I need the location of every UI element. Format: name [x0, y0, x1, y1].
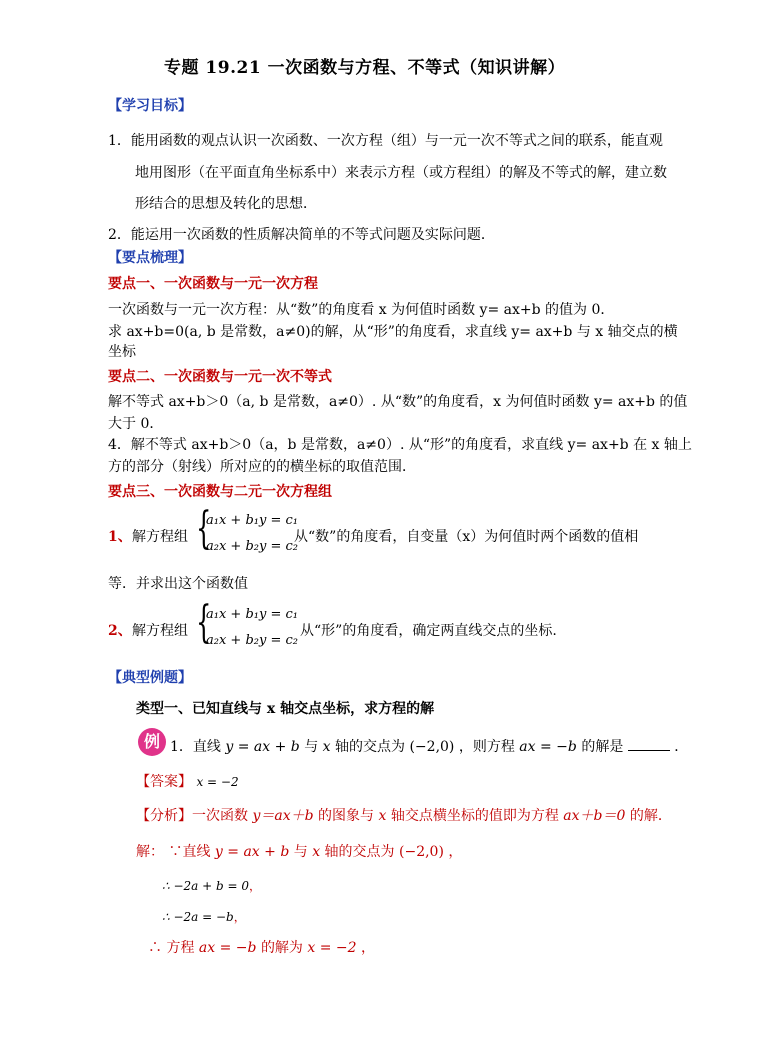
step-1-expr: ∴ −2a + b = 0: [162, 879, 249, 893]
step-3: [148, 938, 375, 958]
type-1-heading: 类型一、已知直线与 x 轴交点坐标，求方程的解: [136, 701, 435, 717]
q1-part-i: 的解是: [581, 739, 624, 755]
goal-2: 2．能运用一次函数的性质解决简单的不等式问题及实际问题．: [108, 227, 495, 243]
question-1: [170, 736, 688, 757]
q1-part-j: ．: [674, 739, 689, 755]
point-2-line-2: 大于 0．: [108, 416, 164, 432]
analysis-x: x: [378, 808, 387, 824]
point-1-line-2: 求 ax+b=0(a, b 是常数，a≠0)的解，从“形”的角度看，求直线 y= ax+b 与 x 轴交点的横: [108, 324, 678, 340]
point-3-item-1-number: 1、: [108, 529, 132, 545]
solution-part-g: ，: [448, 844, 463, 860]
point-2-line-3: 4．解不等式 ax+b＞0（a，b 是常数，a≠0）. 从“形”的角度看，求直线 y= ax+b 在 x 轴上: [108, 437, 692, 453]
left-brace-icon: {: [196, 503, 212, 554]
solution-point: (−2,0): [399, 844, 444, 860]
answer-line: [136, 772, 239, 792]
q1-part-c: 与: [304, 739, 319, 755]
goal-1-line-2: 地用图形（在平面直角坐标系中）来表示方程（或方程组）的解及不等式的解，建立数: [135, 165, 667, 181]
solution-label: 解：: [136, 844, 164, 860]
solution-line: [136, 842, 462, 862]
analysis-label: 【分析】: [136, 808, 192, 824]
example-badge: 例: [138, 728, 166, 756]
step-2: [162, 907, 246, 927]
analysis-expr-1: y＝ax＋b: [252, 808, 314, 824]
solution-line-expr: y = ax + b: [214, 844, 290, 860]
system-1-eq-1: a₁x + b₁y = c₁: [206, 513, 298, 528]
step-3-part-a: ∴ 方程: [148, 940, 195, 956]
q1-line-expr: y = ax + b: [225, 739, 300, 755]
goal-1-line-1: 1．能用函数的观点认识一次函数、一次方程（组）与一元一次不等式之间的联系，能直观: [108, 133, 663, 149]
point-3-item-1-cont: 等．并求出这个函数值: [108, 576, 248, 592]
point-3-item-2-text: 从“形”的角度看，确定两直线交点的坐标.: [300, 623, 557, 639]
answer-label: 【答案】: [136, 774, 192, 790]
point-3-item-2-number: 2、: [108, 623, 132, 639]
q1-x: x: [322, 739, 331, 755]
point-2-line-1: 解不等式 ax+b＞0（a, b 是常数，a≠0）. 从“数”的角度看，x 为何值时函数 y= ax+b 的值: [108, 394, 688, 410]
left-brace-icon: {: [196, 597, 212, 648]
analysis-line: [136, 806, 672, 826]
answer-blank: [628, 736, 670, 751]
step-3-part-c: 的解为: [260, 940, 303, 956]
analysis-part-g: 的解．: [629, 808, 672, 824]
system-2-eq-2: a₂x + b₂y = c₂: [206, 633, 298, 648]
solution-x: x: [312, 844, 321, 860]
point-2-heading: 要点二、一次函数与一元一次不等式: [108, 369, 332, 385]
page-title: 专题 19.21 一次函数与方程、不等式（知识讲解）: [164, 58, 566, 78]
point-3-heading: 要点三、一次函数与二元一次方程组: [108, 484, 332, 500]
answer-value: x = −2: [196, 775, 239, 789]
examples-header: 【典型例题】: [108, 670, 192, 686]
q1-part-a: 1．直线: [170, 739, 221, 755]
analysis-part-c: 的图象与: [318, 808, 375, 824]
point-2-line-4: 方的部分（射线）所对应的的横坐标的取值范围．: [108, 459, 416, 475]
q1-part-g: ，则方程: [458, 739, 515, 755]
point-1-line-1: 一次函数与一元一次方程：从“数”的角度看 x 为何值时函数 y= ax+b 的值为 0．: [108, 302, 615, 318]
solution-part-e: 轴的交点为: [324, 844, 395, 860]
step-1: [162, 876, 261, 896]
key-points-header: 【要点梳理】: [108, 250, 192, 266]
system-2-eq-1: a₁x + b₁y = c₁: [206, 607, 298, 622]
step-3-equation: ax = −b: [198, 940, 257, 956]
q1-part-e: 轴的交点为: [335, 739, 406, 755]
q1-point: (−2,0): [409, 739, 455, 755]
analysis-part-e: 轴交点横坐标的值即为方程: [390, 808, 559, 824]
point-3-item-1-prefix: 解方程组: [132, 529, 188, 545]
point-3-item-2-prefix: 解方程组: [132, 623, 188, 639]
point-1-line-3: 坐标: [108, 344, 136, 360]
step-1-comma: ，: [248, 879, 261, 893]
step-2-expr: ∴ −2a = −b: [162, 910, 234, 924]
solution-part-c: 与: [293, 844, 308, 860]
analysis-part-a: 一次函数: [192, 808, 248, 824]
analysis-expr-2: ax＋b＝0: [563, 808, 626, 824]
point-1-heading: 要点一、一次函数与一元一次方程: [108, 276, 318, 292]
goal-1-line-3: 形结合的思想及转化的思想．: [135, 196, 317, 212]
system-1-eq-2: a₂x + b₂y = c₂: [206, 539, 298, 554]
learning-goals-header: 【学习目标】: [108, 98, 192, 114]
step-3-solution: x = −2: [307, 940, 357, 956]
point-3-item-1-text: 从“数”的角度看，自变量（x）为何值时两个函数的值相: [294, 529, 639, 545]
q1-equation: ax = −b: [519, 739, 577, 755]
step-3-comma: ，: [361, 940, 376, 956]
solution-part-a: ∵直线: [168, 844, 211, 860]
step-2-comma: ，: [233, 910, 246, 924]
